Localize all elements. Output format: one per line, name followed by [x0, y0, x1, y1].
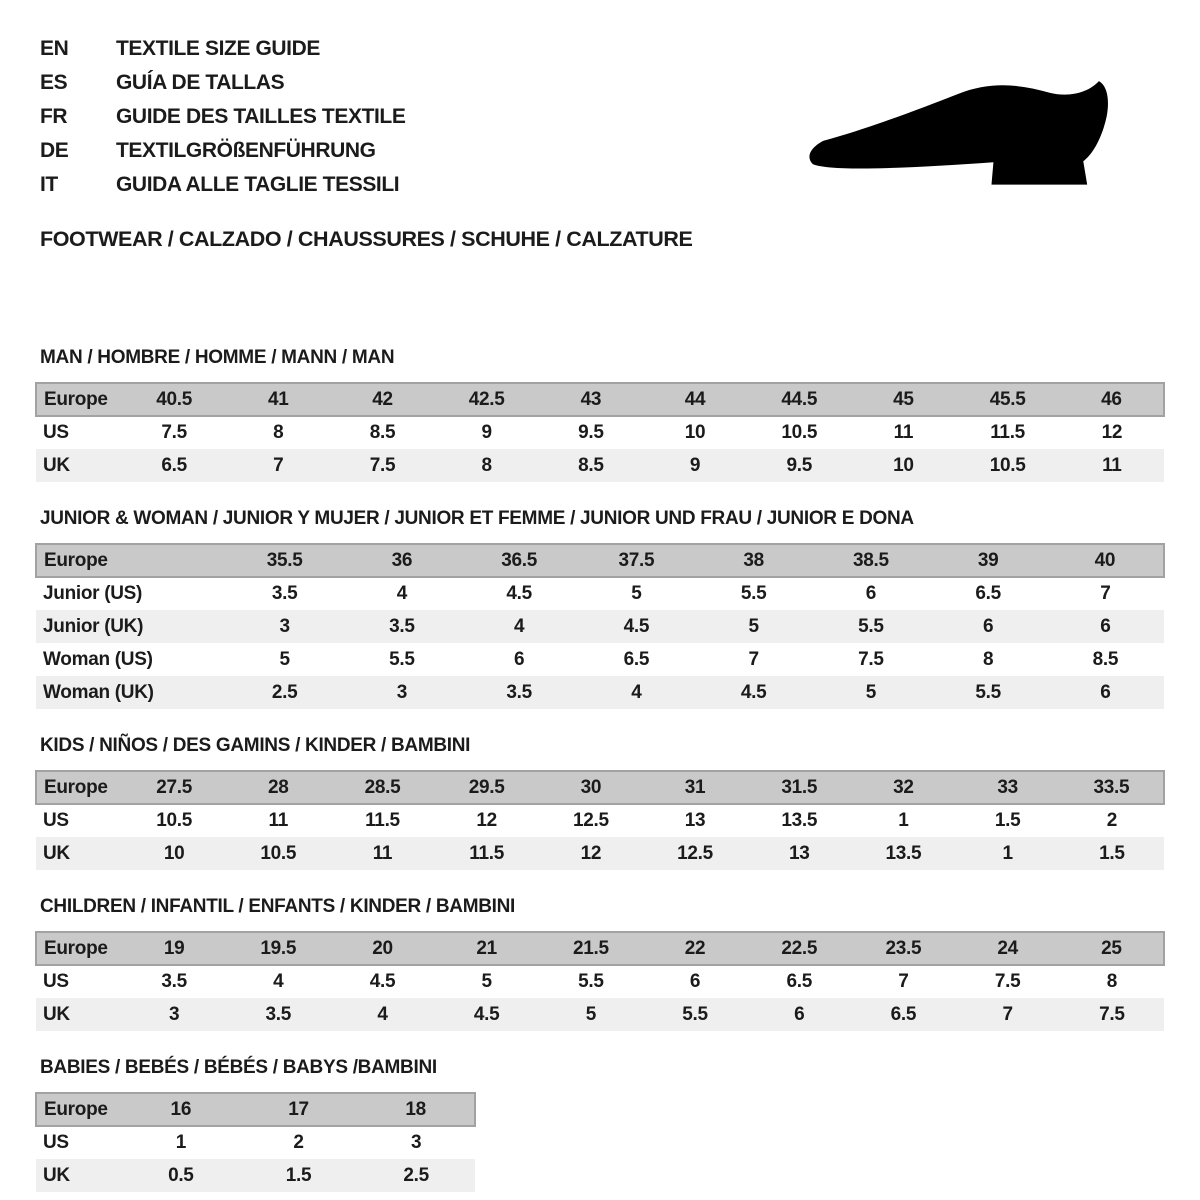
size-cell: 7.5: [994, 971, 1021, 992]
size-cell: 6.5: [975, 583, 1001, 604]
size-cell: 10.5: [156, 810, 192, 831]
row-label: Europe: [44, 549, 108, 571]
size-cell: 25: [1101, 937, 1122, 959]
size-cell: 9: [481, 422, 492, 443]
size-cell: 5: [748, 615, 759, 637]
size-cell: 7.5: [369, 454, 396, 476]
size-cell: 7.5: [858, 648, 884, 670]
size-cell: 12: [476, 810, 497, 831]
size-cell: 8.5: [369, 422, 396, 443]
table-header-row: [36, 383, 1164, 416]
row-label: Junior (UK): [43, 615, 144, 637]
size-cell: 6.5: [786, 971, 812, 992]
row-label: Europe: [44, 776, 108, 798]
size-cell: 5: [631, 583, 642, 604]
size-cell: 1: [175, 1132, 186, 1153]
table-row: [36, 1126, 475, 1159]
table-row: [36, 804, 1164, 837]
size-cell: 3: [168, 1003, 180, 1025]
size-cell: 6: [513, 648, 525, 670]
size-cell: 4.5: [506, 583, 532, 604]
table-row: [36, 837, 1164, 870]
size-cell: 8: [481, 454, 492, 476]
size-cell: 19.5: [260, 937, 297, 959]
size-cell: 2.5: [271, 681, 298, 703]
size-cell: 18: [405, 1098, 426, 1120]
size-cell: 11.5: [469, 842, 505, 864]
size-cell: 4.5: [740, 681, 767, 703]
size-cell: 33.5: [1093, 776, 1130, 798]
section-children: [35, 896, 1165, 1031]
size-cell: 1: [898, 810, 909, 831]
size-cell: 3.5: [265, 1003, 292, 1025]
size-cell: 6: [689, 971, 701, 992]
size-cell: 8: [982, 648, 994, 670]
row-label: US: [43, 1132, 69, 1153]
size-table-kids: [35, 770, 1165, 870]
size-table-junior-woman: [35, 543, 1165, 709]
size-table-man: [35, 382, 1165, 482]
size-cell: 13: [788, 842, 810, 864]
size-cell: 36.5: [501, 549, 538, 571]
size-cell: 10.5: [781, 422, 818, 443]
size-cell: 9: [689, 454, 701, 476]
language-row-en: [40, 32, 1200, 66]
size-cell: 28: [268, 776, 289, 798]
size-cell: 22.5: [781, 937, 818, 959]
row-label: UK: [43, 454, 70, 476]
size-cell: 7: [273, 454, 284, 476]
language-code: DE: [40, 139, 69, 162]
size-cell: 28.5: [364, 776, 401, 798]
section-title-man: MAN / HOMBRE / HOMME / MANN / MAN: [40, 347, 395, 368]
size-cell: 41: [268, 388, 289, 410]
table-header-row: [36, 771, 1164, 804]
size-cell: 45.5: [989, 388, 1026, 410]
size-cell: 35.5: [266, 549, 303, 571]
category-heading: FOOTWEAR / CALZADO / CHAUSSURES / SCHUHE / CALZATURE: [40, 227, 693, 251]
size-cell: 5: [865, 681, 877, 703]
language-title: GUÍA DE TALLAS: [116, 71, 285, 94]
size-cell: 19: [163, 937, 185, 959]
size-cell: 6.5: [890, 1003, 917, 1025]
row-label: Junior (US): [43, 583, 143, 604]
size-cell: 3.5: [389, 615, 415, 637]
size-cell: 7.5: [1099, 1003, 1125, 1025]
language-code: ES: [40, 71, 68, 94]
size-cell: 33: [997, 776, 1018, 798]
table-row: [36, 643, 1164, 676]
size-cell: 23.5: [885, 937, 922, 959]
size-cell: 4: [631, 681, 642, 703]
size-cell: 30: [580, 776, 602, 798]
size-cell: 13: [684, 810, 706, 831]
size-table-babies: [35, 1092, 476, 1192]
size-cell: 11.5: [365, 810, 400, 831]
size-cell: 22: [684, 937, 706, 959]
section-title-babies: BABIES / BEBÉS / BÉBÉS / BABYS /BAMBINI: [40, 1057, 437, 1078]
size-cell: 4: [513, 615, 525, 637]
table-header-row: [36, 544, 1164, 577]
size-cell: 1: [1002, 842, 1013, 864]
table-row: [36, 1159, 475, 1192]
language-code: IT: [40, 173, 58, 196]
size-cell: 10: [893, 454, 914, 476]
size-cell: 7: [1002, 1003, 1013, 1025]
size-cell: 12: [580, 842, 602, 864]
table-row: [36, 610, 1164, 643]
size-cell: 20: [372, 937, 393, 959]
row-label: Woman (US): [43, 648, 153, 670]
size-cell: 10.5: [989, 454, 1026, 476]
language-code: FR: [40, 105, 68, 128]
size-cell: 39: [977, 549, 999, 571]
size-cell: 4.5: [623, 615, 650, 637]
row-label: UK: [43, 1003, 70, 1025]
size-cell: 42: [372, 388, 393, 410]
size-cell: 13.5: [781, 810, 818, 831]
size-cell: 44: [684, 388, 706, 410]
size-cell: 7.5: [161, 422, 187, 443]
size-cell: 10: [684, 422, 706, 443]
size-cell: 11: [893, 422, 914, 443]
size-cell: 5.5: [682, 1003, 708, 1025]
size-cell: 6: [1100, 615, 1111, 637]
size-cell: 32: [893, 776, 914, 798]
size-cell: 12.5: [677, 842, 713, 864]
size-cell: 5.5: [740, 583, 767, 604]
size-cell: 21: [476, 937, 497, 959]
size-cell: 8.5: [578, 454, 604, 476]
size-cell: 3: [279, 615, 290, 637]
size-cell: 6: [865, 583, 877, 604]
size-cell: 4: [396, 583, 408, 604]
size-cell: 4: [377, 1003, 388, 1025]
table-header-row: [36, 932, 1164, 965]
size-table-children: [35, 931, 1165, 1031]
size-cell: 11: [1102, 454, 1122, 476]
row-label: US: [43, 810, 69, 831]
size-cell: 11: [372, 842, 393, 864]
size-cell: 44.5: [781, 388, 818, 410]
size-cell: 12: [1101, 422, 1123, 443]
row-label: Europe: [44, 388, 108, 410]
size-cell: 24: [997, 937, 1018, 959]
size-cell: 2.5: [403, 1164, 429, 1186]
size-cell: 21.5: [572, 937, 609, 959]
size-cell: 5.5: [389, 648, 415, 670]
size-cell: 3: [411, 1132, 422, 1153]
size-cell: 6.5: [161, 454, 187, 476]
section-babies: [35, 1057, 1165, 1192]
language-code: EN: [40, 37, 69, 60]
row-label: UK: [43, 1164, 70, 1186]
table-row: [36, 577, 1164, 610]
size-cell: 38.5: [852, 549, 889, 571]
size-cell: 29.5: [468, 776, 505, 798]
size-cell: 0.5: [168, 1164, 194, 1186]
table-row: [36, 676, 1164, 709]
size-cell: 5: [481, 971, 492, 992]
size-cell: 10.5: [260, 842, 297, 864]
size-cell: 3: [396, 681, 408, 703]
size-cell: 40.5: [156, 388, 192, 410]
size-cell: 7: [748, 648, 759, 670]
size-cell: 40: [1094, 549, 1116, 571]
size-cell: 5: [585, 1003, 596, 1025]
size-tables: [0, 347, 1200, 1192]
row-label: US: [43, 971, 69, 992]
size-cell: 11: [268, 810, 289, 831]
size-cell: 36: [391, 549, 413, 571]
size-cell: 1.5: [994, 810, 1021, 831]
size-cell: 7: [1100, 583, 1111, 604]
size-cell: 11.5: [990, 422, 1025, 443]
size-cell: 5: [279, 648, 290, 670]
size-cell: 46: [1101, 388, 1122, 410]
language-title: GUIDA ALLE TAGLIE TESSILI: [116, 173, 400, 196]
size-cell: 5.5: [578, 971, 604, 992]
size-cell: 8: [1106, 971, 1117, 992]
row-label: Europe: [44, 1098, 108, 1120]
section-title-junior-woman: JUNIOR & WOMAN / JUNIOR Y MUJER / JUNIOR ET FEMME / JUNIOR UND FRAU / JUNIOR E DONA: [40, 508, 914, 529]
table-row: [36, 416, 1164, 449]
size-cell: 16: [170, 1098, 192, 1120]
row-label: Woman (UK): [43, 681, 154, 703]
size-cell: 17: [288, 1098, 309, 1120]
size-cell: 45: [893, 388, 914, 410]
size-cell: 13.5: [885, 842, 922, 864]
size-cell: 37.5: [618, 549, 655, 571]
table-header-row: [36, 1093, 475, 1126]
size-cell: 31.5: [781, 776, 818, 798]
size-cell: 4.5: [369, 971, 396, 992]
size-cell: 6.5: [623, 648, 650, 670]
size-cell: 12.5: [572, 810, 609, 831]
size-cell: 2: [293, 1132, 304, 1153]
size-cell: 6: [982, 615, 994, 637]
size-cell: 3.5: [271, 583, 298, 604]
shoe-icon: [804, 70, 1136, 188]
size-cell: 9.5: [578, 422, 604, 443]
size-cell: 3.5: [506, 681, 532, 703]
section-man: [35, 347, 1165, 482]
table-row: [36, 449, 1164, 482]
size-cell: 5.5: [975, 681, 1001, 703]
size-cell: 3.5: [161, 971, 187, 992]
size-cell: 7: [898, 971, 909, 992]
table-row: [36, 965, 1164, 998]
size-cell: 2: [1106, 810, 1117, 831]
size-cell: 6: [1100, 681, 1111, 703]
header: [0, 0, 1200, 252]
section-kids: [35, 735, 1165, 870]
size-cell: 43: [580, 388, 602, 410]
row-label: Europe: [44, 937, 108, 959]
size-cell: 5.5: [858, 615, 884, 637]
section-junior-woman: [35, 508, 1165, 709]
size-cell: 4.5: [473, 1003, 500, 1025]
size-cell: 27.5: [156, 776, 192, 798]
section-title-kids: KIDS / NIÑOS / DES GAMINS / KINDER / BAMBINI: [40, 735, 471, 756]
row-label: US: [43, 422, 69, 443]
row-label: UK: [43, 842, 70, 864]
size-cell: 10: [163, 842, 185, 864]
language-title: GUIDE DES TAILLES TEXTILE: [116, 105, 406, 128]
size-cell: 4: [273, 971, 284, 992]
size-cell: 31: [684, 776, 706, 798]
size-cell: 8.5: [1092, 648, 1119, 670]
table-row: [36, 998, 1164, 1031]
size-cell: 1.5: [1099, 842, 1125, 864]
size-cell: 1.5: [285, 1164, 312, 1186]
size-cell: 8: [273, 422, 284, 443]
size-cell: 6: [794, 1003, 805, 1025]
language-title: TEXTILGRÖßENFÜHRUNG: [116, 139, 376, 162]
section-title-children: CHILDREN / INFANTIL / ENFANTS / KINDER / BAMBINI: [40, 896, 516, 917]
size-cell: 42.5: [468, 388, 505, 410]
size-cell: 9.5: [786, 454, 812, 476]
size-cell: 38: [743, 549, 764, 571]
language-title: TEXTILE SIZE GUIDE: [116, 37, 320, 60]
